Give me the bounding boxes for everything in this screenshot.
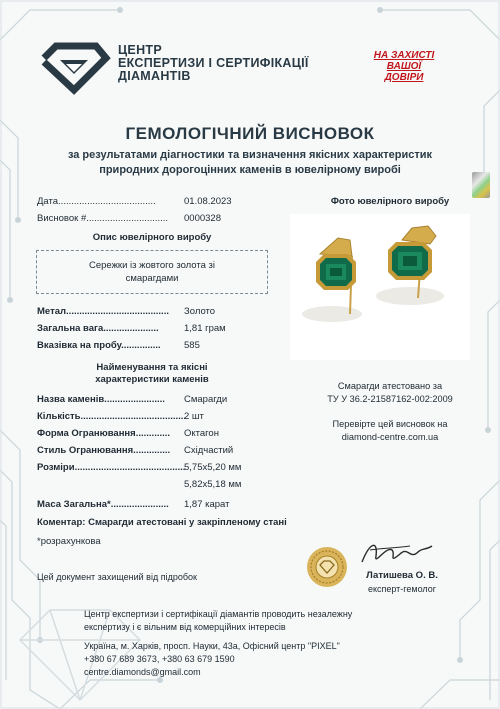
hologram-sticker-icon	[472, 172, 490, 198]
conclusion-number-label: Висновок #...............................	[37, 213, 169, 224]
stone-count-row	[37, 411, 267, 425]
slogan-line-3: ДОВІРИ	[384, 72, 424, 83]
subtitle-line-1: за результатами діагностики та визначення якісних характеристик	[67, 149, 433, 161]
contact-address: Україна, м. Харків, просп. Науки, 43а, Офісний центр "PIXEL"	[84, 641, 340, 651]
date-row	[37, 196, 267, 210]
org-name-line-3: ДІАМАНТІВ	[118, 69, 191, 83]
hallmark-label: Вказівка на пробу...............	[37, 340, 161, 351]
date-label: Дата.....................................	[37, 196, 156, 207]
dimensions-row	[37, 462, 267, 476]
contact-info	[84, 640, 424, 679]
stones-section-title	[37, 362, 267, 386]
cut-style-value: Східчастий	[184, 445, 234, 456]
contact-phones: +380 67 689 3673, +380 63 679 1590	[84, 654, 235, 664]
dimensions-row-2	[37, 479, 267, 493]
photo-label: Фото ювелірного виробу	[330, 196, 450, 207]
metal-label: Метал.......................................	[37, 306, 169, 317]
comment-text: Смарагди атестовані у закріпленому стані	[88, 517, 287, 528]
stone-name-row	[37, 394, 267, 408]
metal-value: Золото	[184, 306, 216, 317]
diamond-centre-logo-icon	[36, 40, 112, 96]
item-description-line-1: Сережки із жовтого золота зі	[88, 260, 216, 271]
independence-statement	[84, 608, 424, 634]
stones-title-line-2: характеристики каменів	[95, 374, 209, 385]
stone-name-label: Назва каменів.......................	[37, 394, 165, 405]
stone-name-value: Смарагди	[184, 394, 228, 405]
item-description-text	[37, 259, 267, 285]
item-description-line-2: смарагдами	[125, 273, 179, 284]
metal-row	[37, 306, 267, 320]
comment-label: Коментар:	[37, 517, 86, 528]
conclusion-number-value: 0000328	[184, 213, 221, 224]
document-subtitle	[20, 148, 480, 178]
dimensions-value-2: 5,82х5,18 мм	[184, 479, 242, 490]
stone-count-value: 2 шт	[184, 411, 204, 422]
footnote: *розрахункова	[37, 536, 101, 547]
verify-website-link[interactable]: diamond-centre.com.ua	[341, 432, 439, 442]
hallmark-value: 585	[184, 340, 200, 351]
cut-style-row	[37, 445, 267, 459]
org-name-line-2: ЕКСПЕРТИЗИ І СЕРТИФІКАЦІЇ	[118, 56, 309, 70]
hallmark-row	[37, 340, 267, 354]
slogan-line-1: НА ЗАХИСТІ	[373, 50, 435, 61]
total-weight-label: Загальна вага.....................	[37, 323, 159, 334]
slogan	[362, 50, 446, 83]
dimensions-value-1: 5,75х5,20 мм	[184, 462, 242, 473]
expert-role: експерт-гемолог	[367, 584, 437, 594]
total-mass-label: Маса Загальна*......................	[37, 499, 169, 510]
stones-title-line-1: Найменування та якісні	[96, 362, 208, 373]
item-description-title: Опис ювелірного виробу	[92, 232, 212, 243]
organization-name	[118, 44, 328, 83]
expert-name: Латишева О. В.	[366, 570, 438, 581]
item-description-box	[36, 250, 268, 294]
conclusion-number-row	[37, 213, 267, 227]
subtitle-line-2: природних дорогоцінних каменів в ювелірному виробі	[99, 164, 401, 176]
cut-style-label: Стиль Огранювання..............	[37, 445, 171, 456]
total-mass-row	[37, 499, 267, 513]
total-mass-value: 1,87 карат	[184, 499, 230, 510]
comment-row	[37, 517, 287, 528]
certification-line-2: ТУ У 36.2-21587162-002:2009	[327, 394, 453, 404]
cut-shape-row	[37, 428, 267, 442]
gold-seal-icon	[306, 546, 348, 588]
cut-shape-value: Октагон	[184, 428, 219, 439]
verify-note	[300, 418, 480, 444]
verify-line-1: Перевірте цей висновок на	[332, 419, 448, 429]
slogan-line-2: ВАШОЇ	[386, 61, 422, 72]
certification-note	[300, 380, 480, 406]
document-title: ГЕМОЛОГІЧНИЙ ВИСНОВОК	[125, 124, 375, 143]
certification-line-1: Смарагди атестовано за	[337, 381, 443, 391]
independence-line-2: експертизу і є вільним від комерційних інтересів	[84, 622, 286, 632]
earrings-photo	[290, 214, 470, 360]
protection-note: Цей документ захищений від підробок	[37, 572, 197, 582]
org-name-line-1: ЦЕНТР	[118, 43, 162, 57]
independence-line-1: Центр експертизи і сертифікації діамантів проводить незалежну	[84, 609, 353, 619]
cut-shape-label: Форма Огранювання.............	[37, 428, 171, 439]
date-value: 01.08.2023	[184, 196, 232, 207]
total-weight-row	[37, 323, 267, 337]
stone-count-label: Кількість........................................	[37, 411, 187, 422]
handwritten-signature	[356, 536, 436, 570]
total-weight-value: 1,81 грам	[184, 323, 226, 334]
dimensions-label: Розміри..........................................	[37, 462, 186, 473]
contact-email[interactable]: centre.diamonds@gmail.com	[84, 667, 201, 677]
